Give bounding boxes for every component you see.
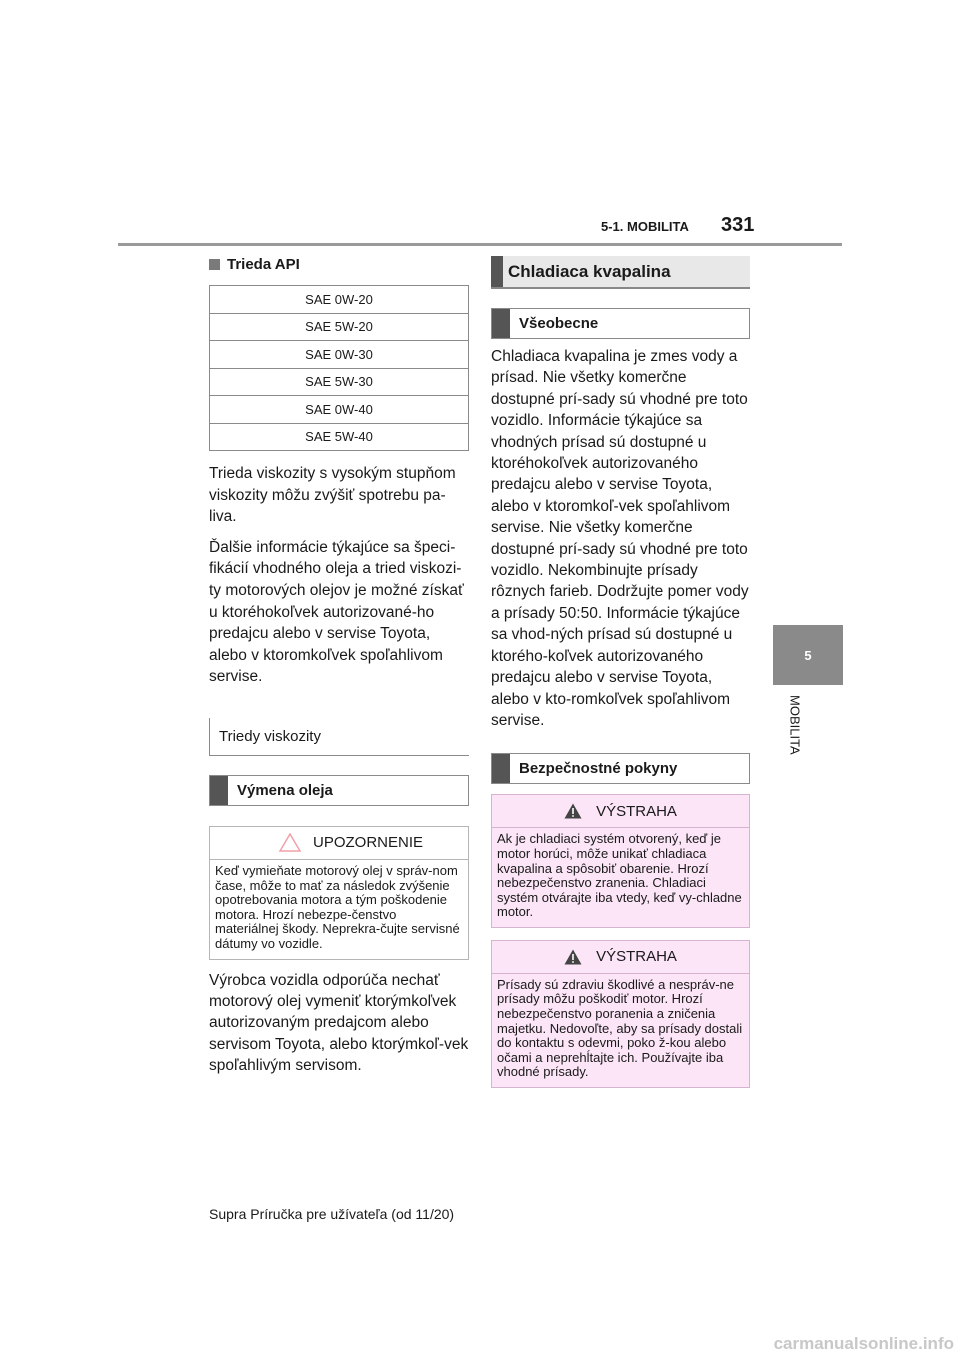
spec-info-paragraph: Ďalšie informácie týkajúce sa špeci-fikácií vhodného oleja a tried viskozi-ty motorových olejov je možné získať u ktoréhokoľvek autorizované-ho predajcu alebo v servise Toyota, alebo v ktoromkoľvek spoľahlivom servise. [209, 538, 464, 686]
heading-marker [492, 754, 510, 783]
table-row [210, 423, 469, 451]
caution-title [210, 827, 468, 860]
warning-triangle-icon [564, 949, 582, 965]
table-cell: SAE 5W-40 [210, 423, 469, 451]
heading-marker [210, 776, 228, 805]
watermark-text: carmanualsonline.info [773, 1334, 954, 1353]
chapter-label: MOBILITA [787, 695, 803, 755]
heading-marker [492, 309, 510, 338]
warning-title-text: VÝSTRAHA [596, 802, 677, 820]
table-cell: SAE 5W-30 [210, 368, 469, 396]
coolant-paragraph: Chladiaca kvapalina je zmes vody a prísad. Nie všetky komerčne dostupné prí-sady sú vhodné pre toto vozidlo. Informácie týkajúce sa vhodných prísad sú dostupné u ktoréhokoľvek autorizovaného predajcu alebo v servise Toyota, alebo v ktoromkoľ-vek spoľahlivom servise. Nie všetky komerčne dostupné prí-sady sú vhodné pre toto vozidlo. Nekombinujte prísady rôznych farieb. Dodržujte pomer vody a prísady 50:50. Informácie týkajúce sa vhod-ných prísad sú dostupné u ktorého-koľvek autorizovaného predajcu alebo v servise Toyota, alebo v kto-romkoľvek spoľahlivom servise. [491, 348, 749, 729]
warning-box-scalding [491, 794, 750, 928]
heading-marker [491, 256, 503, 287]
warning-text: Prísady sú zdraviu škodlivé a nespráv-ne prísady môžu poškodiť motor. Hrozí nebezpečenstvo poranenia a zničenia majetku. Nedovoľte, aby sa prísady dostali do kontaktu s odevmi, poko ž-kou alebo očami a neprehĺtajte ich. Používajte iba vhodné prísady. [497, 976, 743, 1080]
square-bullet-icon [209, 259, 220, 270]
caution-text: Keď vymieňate motorový olej v správ-nom čase, môže to mať za následok zvýšenie opotrebovania motora a tým poškodenie motora. Hrozí nebezpe-čenstvo materiálnej škody. Neprekra-čujte servisné dátumy vo vozidle. [215, 862, 460, 951]
table-cell: SAE 0W-20 [210, 286, 469, 314]
api-heading-text: Trieda API [227, 255, 300, 273]
warning-triangle-icon [279, 833, 301, 852]
warning-text: Ak je chladiaci systém otvorený, keď je motor horúci, môže unikať chladiaca kvapalina a spôsobiť obarenie. Hrozí nebezpečenstvo zranenia. Chladiaci systém otvárajte iba vtedy, keď vy-chladne motor. [497, 831, 742, 920]
caution-title-text: UPOZORNENIE [312, 834, 423, 852]
table-cell: SAE 0W-40 [210, 396, 469, 424]
caution-box [209, 826, 469, 960]
safety-heading-text: Bezpečnostné pokyny [519, 760, 678, 778]
table-row [210, 313, 469, 341]
oil-change-heading-text: Výmena oleja [237, 781, 333, 799]
coolant-heading-text: Chladiaca kvapalina [508, 261, 671, 281]
api-class-table [209, 285, 469, 451]
warning-title [492, 941, 749, 974]
viscosity-paragraph: Trieda viskozity s vysokým stupňom viskozity môžu zvýšiť spotrebu pa-liva. [209, 465, 456, 526]
coolant-heading [491, 256, 750, 289]
table-row [210, 368, 469, 396]
chapter-tab [773, 625, 843, 685]
warning-box-additives [491, 940, 750, 1088]
general-heading [491, 308, 750, 339]
section-title: 5-1. MOBILITA [601, 219, 689, 234]
table-row [210, 396, 469, 424]
right-column [491, 256, 750, 1088]
table-row [210, 286, 469, 314]
table-cell: SAE 5W-20 [210, 313, 469, 341]
table-cell: SAE 0W-30 [210, 341, 469, 369]
warning-triangle-icon [564, 803, 582, 819]
manufacturer-recommendation: Výrobca vozidla odporúča nechať motorový olej vymeniť ktorýmkoľvek autorizovaným predajcom alebo servisom Toyota, alebo ktorýmkoľ-vek spoľahlivým servisom. [209, 971, 469, 1075]
api-heading [209, 254, 469, 274]
warning-title [492, 795, 749, 828]
warning-title-text: VÝSTRAHA [596, 948, 677, 966]
oil-change-heading [209, 775, 469, 806]
chapter-number: 5 [804, 647, 812, 663]
header-divider [118, 243, 842, 246]
page-number: 331 [721, 214, 755, 236]
footer-manual-title: Supra Príručka pre užívateľa (od 11/20) [209, 1206, 455, 1222]
safety-heading [491, 753, 750, 784]
table-row [210, 341, 469, 369]
general-heading-text: Všeobecne [519, 315, 599, 332]
left-column [209, 254, 469, 1077]
viscosity-classes-heading: Triedy viskozity [209, 718, 469, 756]
